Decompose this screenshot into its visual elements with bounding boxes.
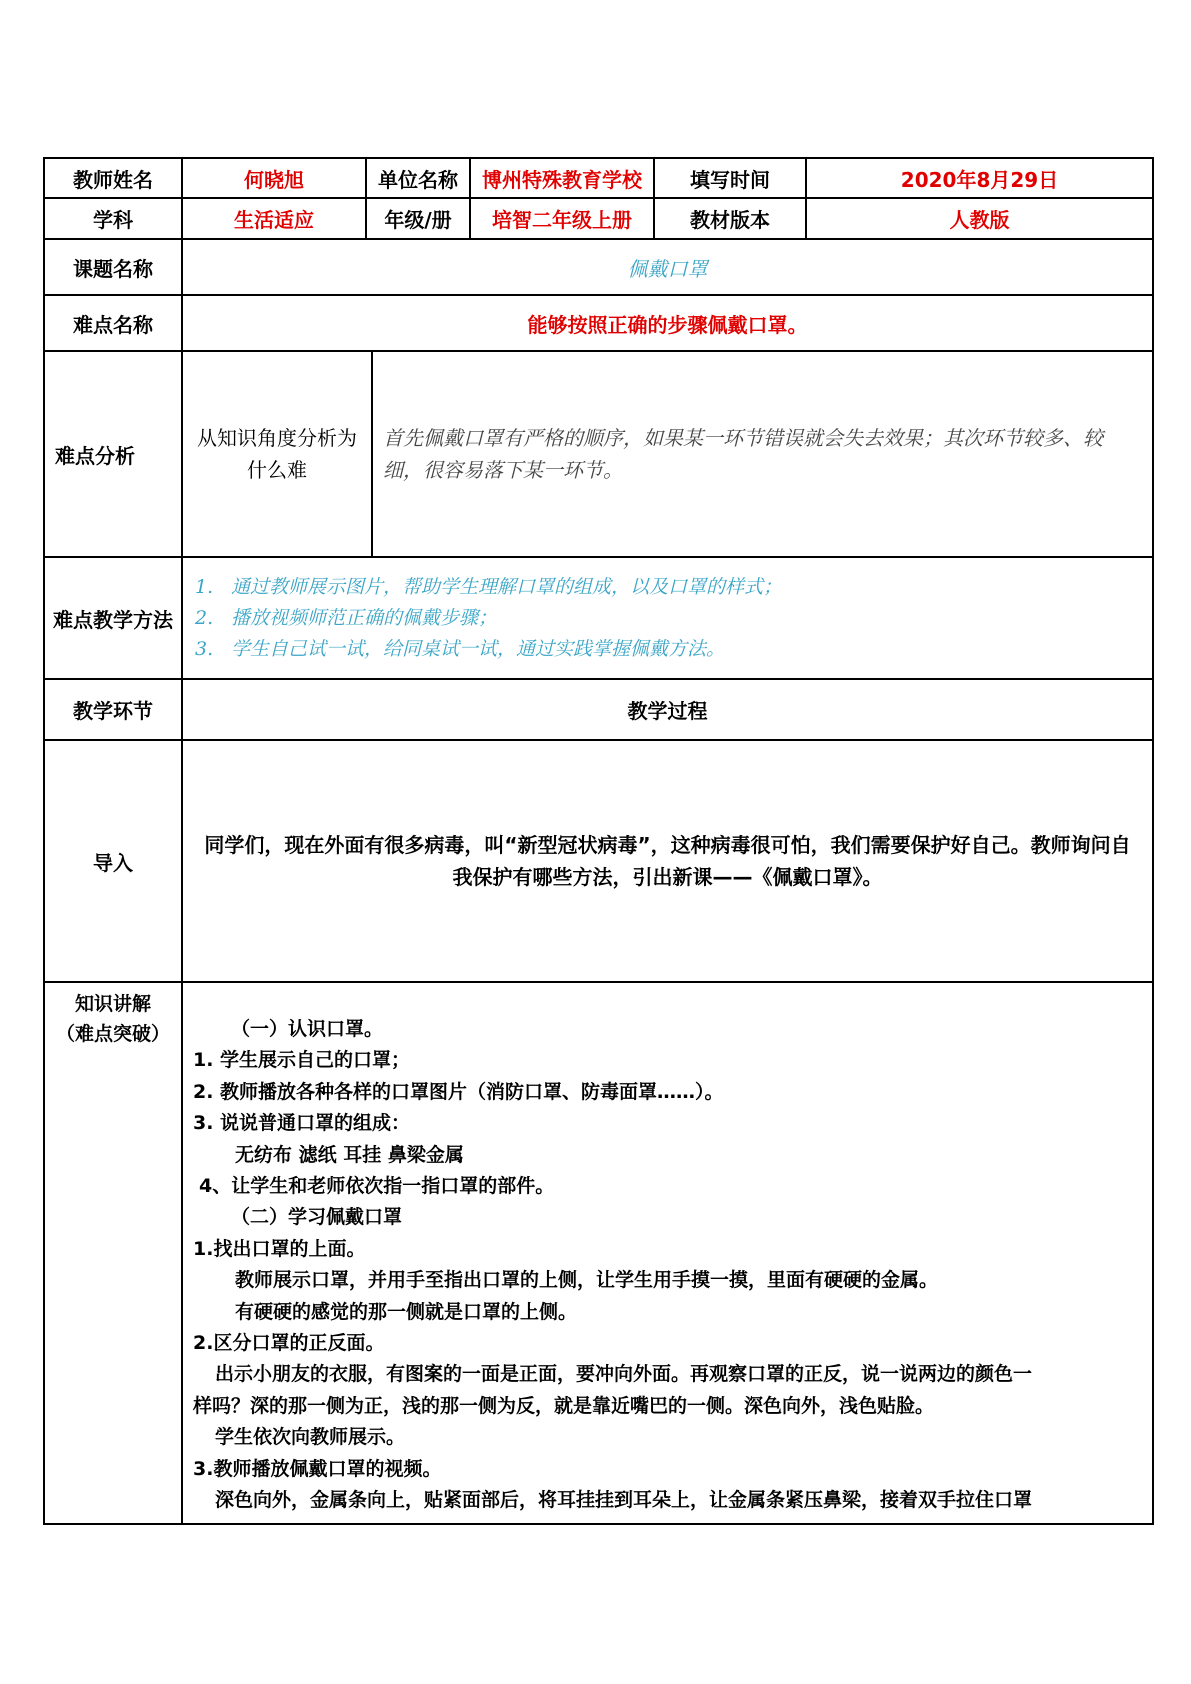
methods-row bbox=[44, 557, 1153, 679]
process-label: 教学过程 bbox=[182, 679, 1153, 740]
edition-value: 人教版 bbox=[806, 198, 1153, 239]
intro-label: 导入 bbox=[44, 740, 182, 982]
knowledge-line: （二）学习佩戴口罩 bbox=[231, 1206, 403, 1229]
topic-row bbox=[44, 239, 1153, 295]
knowledge-line: 1. 学生展示自己的口罩； bbox=[193, 1049, 411, 1072]
intro-text: 同学们，现在外面有很多病毒，叫“新型冠状病毒”，这种病毒很可怕，我们需要保护好自己。教师询问自我保护有哪些方法，引出新课——《佩戴口罩》。 bbox=[182, 740, 1153, 982]
knowledge-line: 3.教师播放佩戴口罩的视频。 bbox=[193, 1457, 442, 1480]
lesson-plan-table bbox=[43, 157, 1154, 1525]
knowledge-line: 无纺布 滤纸 耳挂 鼻梁金属 bbox=[235, 1143, 464, 1166]
topic-value: 佩戴口罩 bbox=[182, 239, 1153, 295]
analysis-text: 首先佩戴口罩有严格的顺序，如果某一环节错误就会失去效果；其次环节较多、较细，很容易落下某一环节。 bbox=[372, 351, 1153, 557]
methods-label: 难点教学方法 bbox=[44, 557, 182, 679]
grade-label: 年级/册 bbox=[366, 198, 470, 239]
unit-label: 单位名称 bbox=[366, 158, 470, 198]
knowledge-line: 出示小朋友的衣服，有图案的一面是正面，要冲向外面。再观察口罩的正反，说一说两边的颜色一 bbox=[215, 1363, 1033, 1386]
methods-list bbox=[182, 557, 1153, 679]
knowledge-label-line2: （难点突破） bbox=[55, 1023, 170, 1045]
knowledge-line: 1.找出口罩的上面。 bbox=[193, 1237, 366, 1260]
difficulty-value: 能够按照正确的步骤佩戴口罩。 bbox=[182, 295, 1153, 351]
knowledge-line: 4、让学生和老师依次指一指口罩的部件。 bbox=[199, 1175, 555, 1198]
header-row-1 bbox=[44, 158, 1153, 198]
knowledge-label bbox=[44, 982, 182, 1524]
knowledge-line: 深色向外，金属条向上，贴紧面部后，将耳挂挂到耳朵上，让金属条紧压鼻梁，接着双手拉住口罩 bbox=[215, 1489, 1033, 1512]
knowledge-line: 2. 教师播放各种各样的口罩图片（消防口罩、防毒面罩……）。 bbox=[193, 1080, 724, 1103]
analysis-row bbox=[44, 351, 1153, 557]
teacher-name-value: 何晓旭 bbox=[182, 158, 366, 198]
grade-value: 培智二年级上册 bbox=[470, 198, 654, 239]
knowledge-line: 有硬硬的感觉的那一侧就是口罩的上侧。 bbox=[235, 1300, 578, 1323]
fill-time-value: 2020年8月29日 bbox=[806, 158, 1153, 198]
teacher-name-label: 教师姓名 bbox=[44, 158, 182, 198]
process-header-row bbox=[44, 679, 1153, 740]
analysis-label: 难点分析 bbox=[44, 351, 182, 557]
method-item: 1. 通过教师展示图片，帮助学生理解口罩的组成，以及口罩的样式； bbox=[195, 575, 783, 598]
intro-row bbox=[44, 740, 1153, 982]
method-item: 2. 播放视频师范正确的佩戴步骤； bbox=[195, 606, 498, 629]
unit-value: 博州特殊教育学校 bbox=[470, 158, 654, 198]
knowledge-line: 3. 说说普通口罩的组成： bbox=[193, 1112, 411, 1135]
knowledge-content bbox=[182, 982, 1153, 1524]
difficulty-label: 难点名称 bbox=[44, 295, 182, 351]
process-stage-label: 教学环节 bbox=[44, 679, 182, 740]
knowledge-line: 样吗？深的那一侧为正，浅的那一侧为反，就是靠近嘴巴的一侧。深色向外，浅色贴脸。 bbox=[193, 1394, 935, 1417]
knowledge-label-line1: 知识讲解 bbox=[74, 993, 151, 1015]
subject-label: 学科 bbox=[44, 198, 182, 239]
knowledge-line: 学生依次向教师展示。 bbox=[215, 1426, 406, 1449]
topic-label: 课题名称 bbox=[44, 239, 182, 295]
difficulty-row bbox=[44, 295, 1153, 351]
knowledge-line: 教师展示口罩，并用手至指出口罩的上侧，让学生用手摸一摸，里面有硬硬的金属。 bbox=[235, 1269, 939, 1292]
knowledge-line: 2.区分口罩的正反面。 bbox=[193, 1332, 385, 1355]
subject-value: 生活适应 bbox=[182, 198, 366, 239]
fill-time-label: 填写时间 bbox=[654, 158, 806, 198]
edition-label: 教材版本 bbox=[654, 198, 806, 239]
analysis-sub-label: 从知识角度分析为什么难 bbox=[182, 351, 372, 557]
knowledge-row bbox=[44, 982, 1153, 1524]
header-row-2 bbox=[44, 198, 1153, 239]
knowledge-line: （一）认识口罩。 bbox=[231, 1018, 384, 1040]
method-item: 3. 学生自己试一试，给同桌试一试，通过实践掌握佩戴方法。 bbox=[195, 637, 726, 660]
